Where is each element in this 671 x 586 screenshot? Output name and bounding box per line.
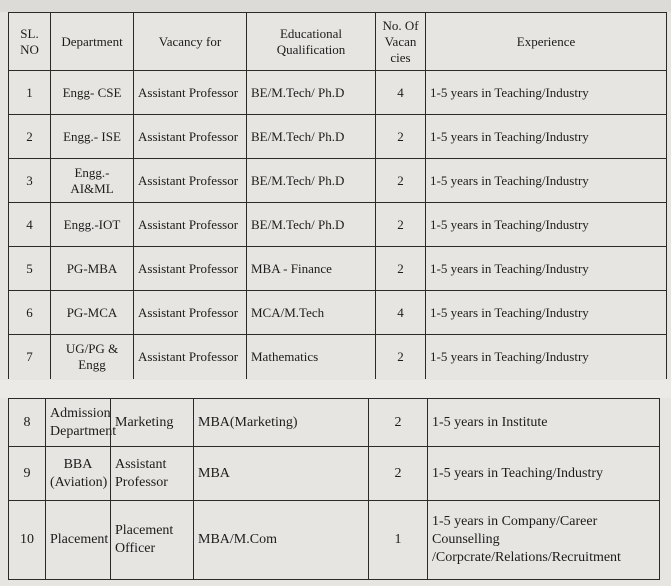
vacancy-cell: Assistant Professor (134, 159, 247, 203)
vacancy-cell: Assistant Professor (134, 115, 247, 159)
qualification-cell: MCA/M.Tech (247, 291, 376, 335)
qualification-cell: BE/M.Tech/ Ph.D (247, 71, 376, 115)
vacancies-cell: 2 (376, 115, 426, 159)
vacancies-cell: 4 (376, 291, 426, 335)
header-qualification: Educational Qualification (247, 13, 376, 71)
sl-no-cell: 1 (9, 71, 51, 115)
experience-cell: 1-5 years in Teaching/Industry (428, 447, 660, 501)
sl-no-cell: 10 (9, 501, 46, 580)
qualification-cell: MBA - Finance (247, 247, 376, 291)
department-cell: Engg- CSE (51, 71, 134, 115)
page-top-edge (0, 0, 671, 12)
department-cell: Engg.- AI&ML (51, 159, 134, 203)
experience-cell: 1-5 years in Teaching/Industry (426, 159, 667, 203)
experience-cell: 1-5 years in Company/Career Counselling /Corpcrate/Relations/Recruitment (428, 501, 660, 580)
experience-cell: 1-5 years in Teaching/Industry (426, 247, 667, 291)
vacancies-cell: 2 (376, 335, 426, 380)
header-sl-no: SL. NO (9, 13, 51, 71)
experience-cell: 1-5 years in Teaching/Industry (426, 291, 667, 335)
sl-no-cell: 4 (9, 203, 51, 247)
vacancy-table-bottom (8, 398, 660, 580)
table-row (9, 501, 660, 580)
header-experience: Experience (426, 13, 667, 71)
department-cell: Placement (46, 501, 111, 580)
qualification-cell: BE/M.Tech/ Ph.D (247, 159, 376, 203)
table-row (9, 203, 667, 247)
department-cell: Engg.-IOT (51, 203, 134, 247)
department-cell: UG/PG & Engg (51, 335, 134, 380)
vacancies-cell: 1 (369, 501, 428, 580)
vacancy-cell: Assistant Professor (134, 71, 247, 115)
vacancies-cell: 2 (369, 399, 428, 447)
sl-no-cell: 8 (9, 399, 46, 447)
table-row (9, 291, 667, 335)
qualification-cell: MBA/M.Com (194, 501, 369, 580)
vacancies-cell: 2 (376, 203, 426, 247)
qualification-cell: BE/M.Tech/ Ph.D (247, 203, 376, 247)
department-cell: Admission Department (46, 399, 111, 447)
experience-cell: 1-5 years in Teaching/Industry (426, 115, 667, 159)
department-cell: Engg.- ISE (51, 115, 134, 159)
qualification-cell: MBA(Marketing) (194, 399, 369, 447)
table-row (9, 115, 667, 159)
table-header-row (9, 13, 667, 71)
experience-cell: 1-5 years in Teaching/Industry (426, 71, 667, 115)
sl-no-cell: 7 (9, 335, 51, 380)
qualification-cell: MBA (194, 447, 369, 501)
table-row (9, 447, 660, 501)
department-cell: PG-MBA (51, 247, 134, 291)
sl-no-cell: 9 (9, 447, 46, 501)
experience-cell: 1-5 years in Teaching/Industry (426, 335, 667, 380)
sl-no-cell: 6 (9, 291, 51, 335)
vacancy-cell: Assistant Professor (111, 447, 194, 501)
table-row (9, 247, 667, 291)
header-vacancies: No. Of Vacan cies (376, 13, 426, 71)
vacancy-cell: Assistant Professor (134, 335, 247, 380)
department-cell: BBA (Aviation) (46, 447, 111, 501)
scan-gap (0, 380, 671, 398)
vacancy-cell: Assistant Professor (134, 247, 247, 291)
table-row (9, 335, 667, 380)
vacancy-cell: Placement Officer (111, 501, 194, 580)
header-department: Department (51, 13, 134, 71)
header-vacancy-for: Vacancy for (134, 13, 247, 71)
sl-no-cell: 3 (9, 159, 51, 203)
department-cell: PG-MCA (51, 291, 134, 335)
vacancy-table-top (8, 12, 667, 379)
table-row (9, 71, 667, 115)
experience-cell: 1-5 years in Teaching/Industry (426, 203, 667, 247)
vacancy-cell: Marketing (111, 399, 194, 447)
vacancies-cell: 2 (369, 447, 428, 501)
vacancies-cell: 4 (376, 71, 426, 115)
vacancy-cell: Assistant Professor (134, 203, 247, 247)
sl-no-cell: 2 (9, 115, 51, 159)
qualification-cell: BE/M.Tech/ Ph.D (247, 115, 376, 159)
vacancies-cell: 2 (376, 247, 426, 291)
table-row (9, 399, 660, 447)
sl-no-cell: 5 (9, 247, 51, 291)
vacancies-cell: 2 (376, 159, 426, 203)
vacancy-cell: Assistant Professor (134, 291, 247, 335)
table-row (9, 159, 667, 203)
qualification-cell: Mathematics (247, 335, 376, 380)
experience-cell: 1-5 years in Institute (428, 399, 660, 447)
